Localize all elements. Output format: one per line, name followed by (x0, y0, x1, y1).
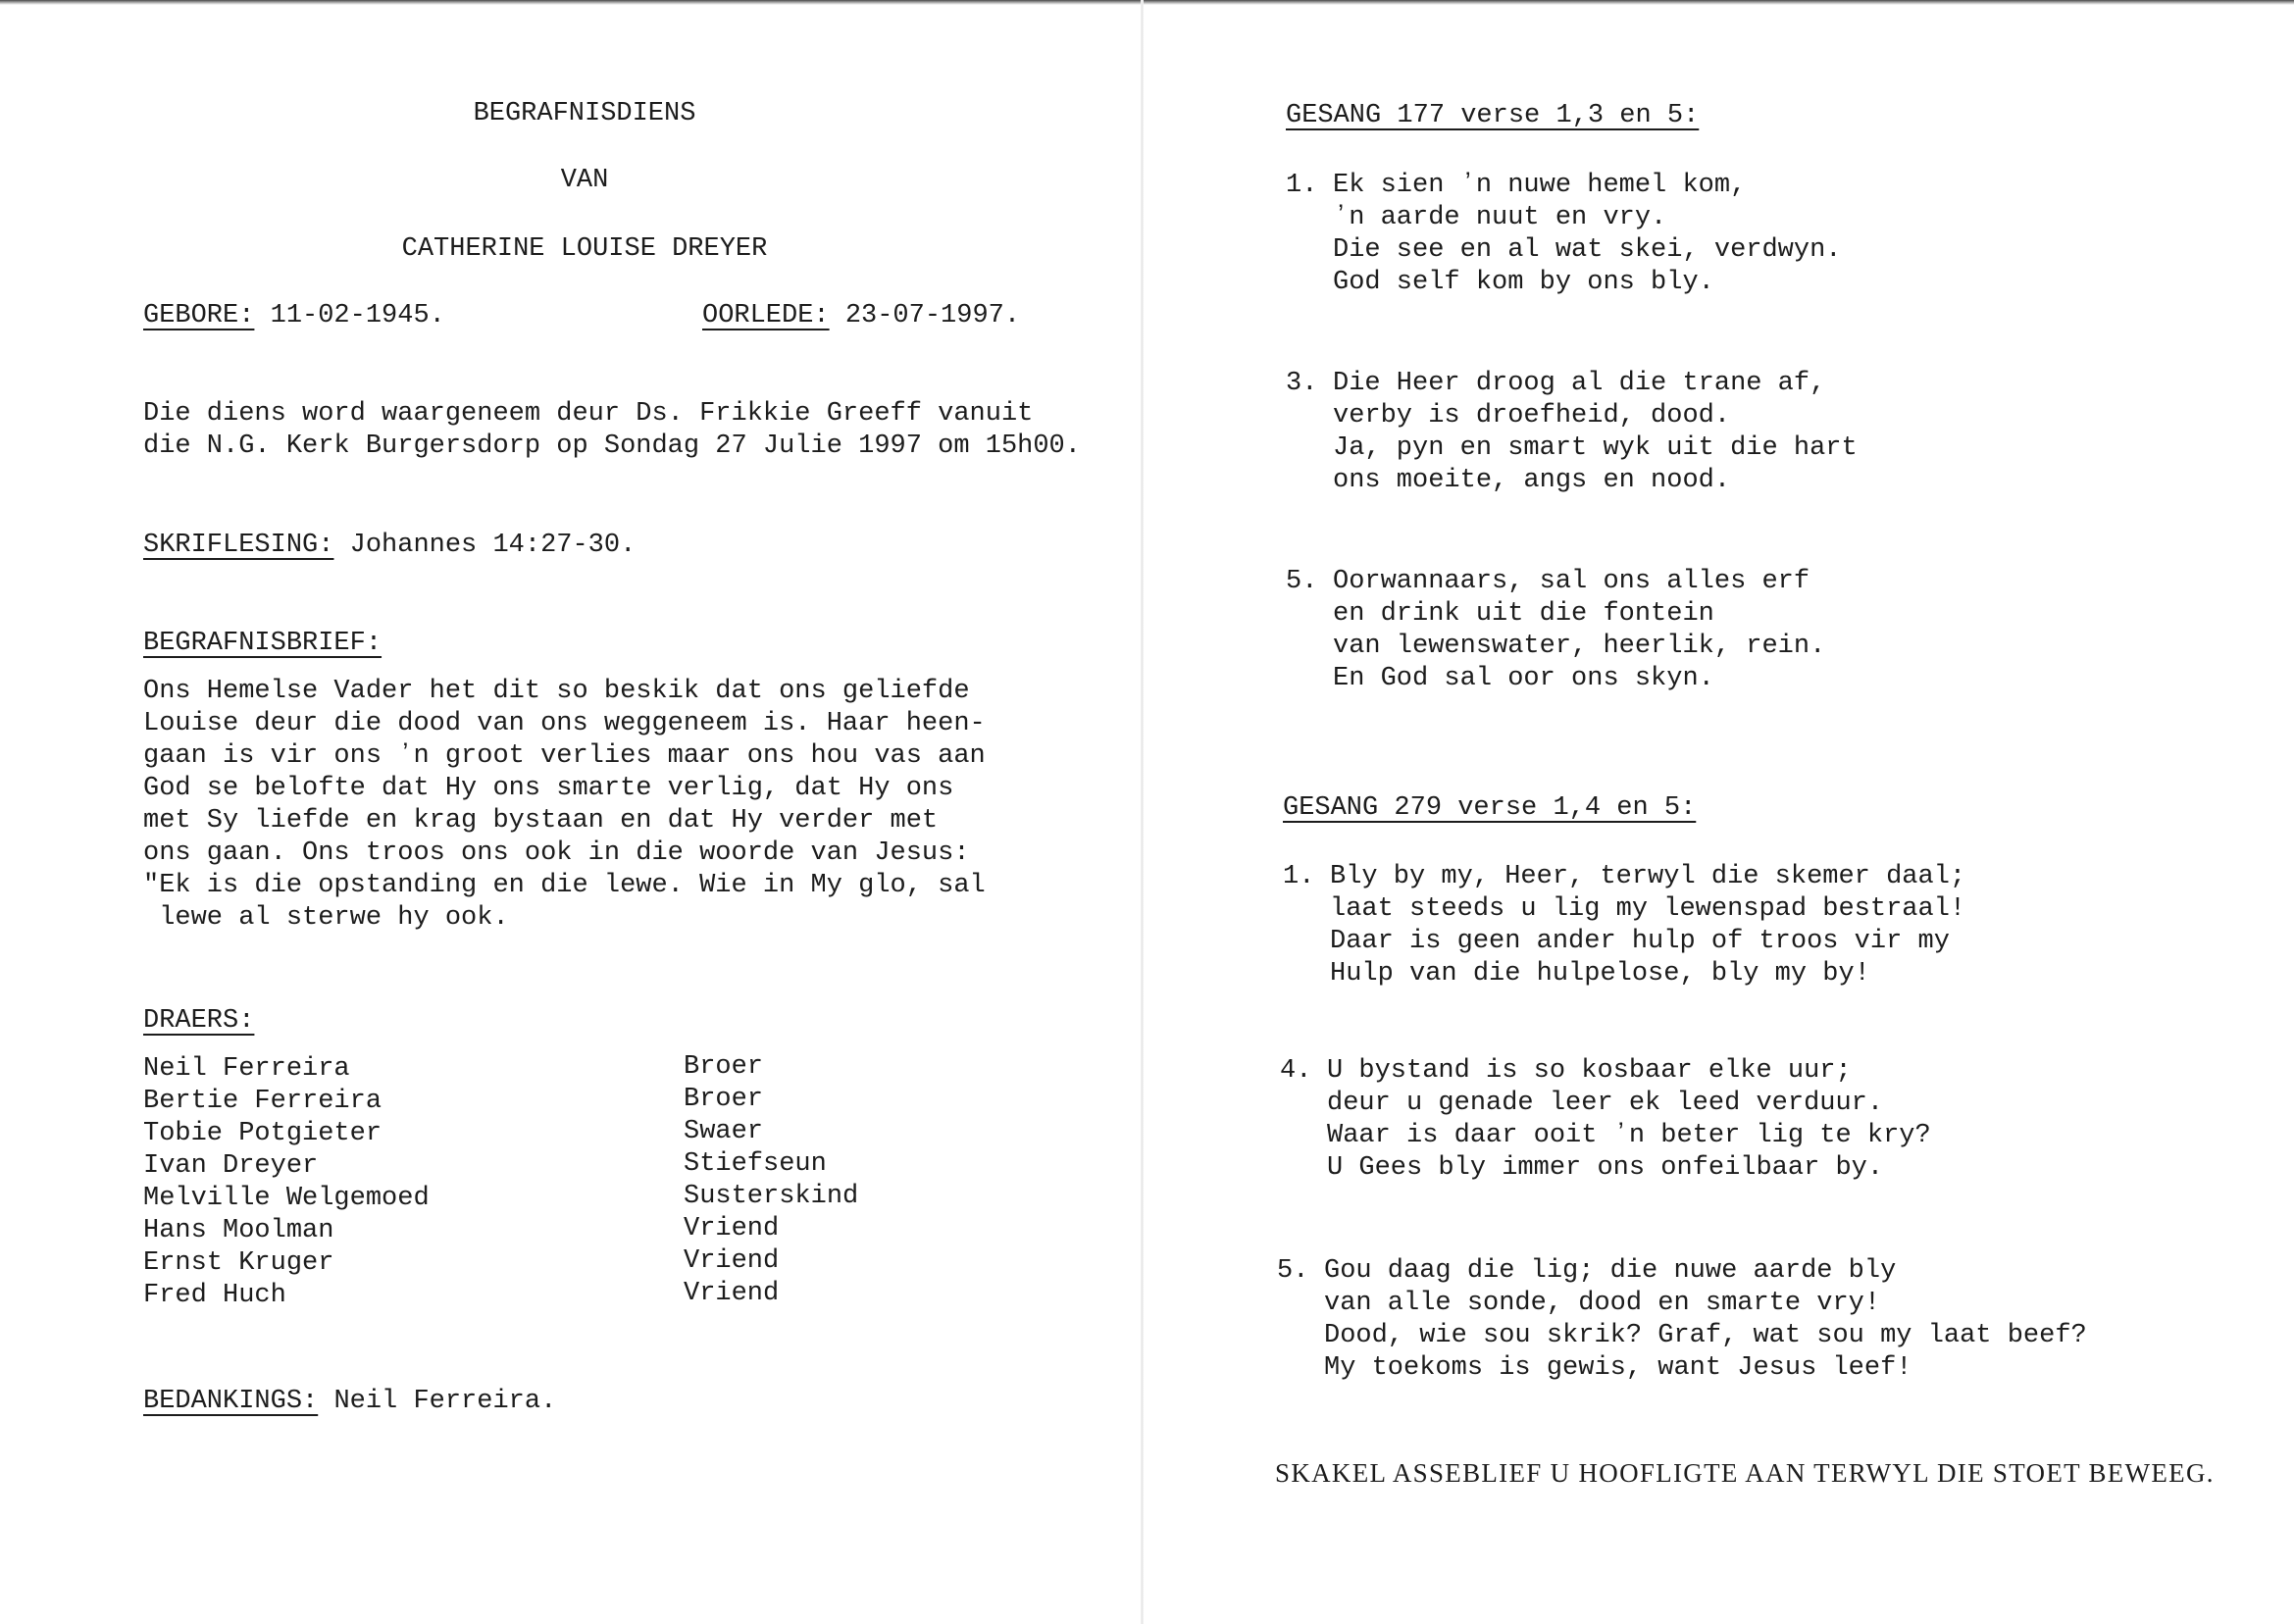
bearer-relation: Vriend (684, 1279, 780, 1308)
verse-line: Hulp van die hulpelose, bly my by! (1330, 959, 1870, 989)
born-label: GEBORE: (143, 301, 255, 330)
died-row (702, 300, 1020, 332)
verse-line: deur u genade leer ek leed verduur. (1327, 1089, 1884, 1118)
verse-line: laat steeds u lig my lewenspad bestraal! (1330, 894, 1966, 924)
hymn1-verse (1286, 566, 1317, 598)
bearers-relations (684, 1051, 858, 1310)
scripture-label: SKRIFLESING: (143, 531, 334, 560)
born-row (143, 300, 445, 332)
bearer-name: Ivan Dreyer (143, 1151, 319, 1181)
verse-line: van alle sonde, dood en smarte vry! (1324, 1289, 1881, 1318)
letter-line: lewe al sterwe hy ook. (143, 903, 509, 933)
letter-line: gaan is vir ons ʼn groot verlies maar ons hou vas aan (143, 741, 986, 771)
died-label: OORLEDE: (702, 301, 830, 330)
hymn2-title: GESANG 279 verse 1,4 en 5: (1283, 793, 1697, 823)
verse-line: Ja, pyn en smart wyk uit die hart (1333, 433, 1858, 463)
verse-line: My toekoms is gewis, want Jesus leef! (1324, 1353, 1912, 1383)
hymn1-verse-lines (1333, 368, 1858, 497)
scripture-value: Johannes 14:27-30. (349, 531, 637, 560)
bearer-relation: Vriend (684, 1214, 780, 1243)
hymn2-verse (1283, 861, 1314, 893)
hymn1-verse (1286, 170, 1317, 202)
bearer-relation: Susterskind (684, 1182, 859, 1211)
page-fold (1141, 0, 1144, 1624)
verse-line: ʼn aarde nuut en vry. (1333, 203, 1667, 232)
bearers-label: DRAERS: (143, 1006, 255, 1036)
verse-line: Die see en al wat skei, verdwyn. (1333, 235, 1842, 265)
bearer-name: Hans Moolman (143, 1216, 334, 1245)
service-line: die N.G. Kerk Burgersdorp op Sondag 27 Julie 1997 om 15h00. (143, 431, 1081, 461)
verse-line: verby is droefheid, dood. (1333, 401, 1731, 431)
bearer-name: Bertie Ferreira (143, 1087, 382, 1116)
letter-label: BEGRAFNISBRIEF: (143, 629, 382, 658)
bearer-name: Ernst Kruger (143, 1248, 334, 1278)
letter-line: ons gaan. Ons troos ons ook in die woorde van Jesus: (143, 838, 970, 868)
verse-line: En God sal oor ons skyn. (1333, 664, 1714, 693)
thanks-value: Neil Ferreira. (333, 1387, 557, 1416)
hymn2-verse (1280, 1055, 1311, 1088)
verse-line: en drink uit die fontein (1333, 599, 1714, 629)
verse-line: Daar is geen ander hulp of troos vir my (1330, 927, 1950, 956)
verse-number: 5. (1286, 567, 1318, 596)
bearer-relation: Swaer (684, 1117, 764, 1146)
service-line: Die diens word waargeneem deur Ds. Frikkie Greeff vanuit (143, 399, 1034, 429)
verse-line: Die Heer droog al die trane af, (1333, 369, 1826, 398)
bearer-name: Fred Huch (143, 1281, 286, 1310)
bearer-name: Tobie Potgieter (143, 1119, 382, 1148)
verse-line: U Gees bly immer ons onfeilbaar by. (1327, 1153, 1884, 1183)
hymn1-verse-lines (1333, 566, 1825, 695)
verse-line: Bly by my, Heer, terwyl die skemer daal; (1330, 862, 1966, 891)
verse-line: Waar is daar ooit ʼn beter lig te kry? (1327, 1121, 1931, 1150)
letter-line: Ons Hemelse Vader het dit so beskik dat ons geliefde (143, 677, 970, 706)
right-page (1275, 0, 2275, 1624)
verse-number: 5. (1277, 1256, 1309, 1286)
bearer-relation: Broer (684, 1085, 764, 1114)
letter-line: "Ek is die opstanding en die lewe. Wie in My glo, sal (143, 871, 986, 900)
left-page (143, 0, 1124, 1624)
bearer-relation: Vriend (684, 1246, 780, 1276)
hymn2-verse-lines (1330, 861, 1965, 990)
hymn1-title: GESANG 177 verse 1,3 en 5: (1286, 101, 1700, 130)
verse-line: U bystand is so kosbaar elke uur; (1327, 1056, 1852, 1086)
hymn1-verse-lines (1333, 170, 1841, 299)
thanks-label: BEDANKINGS: (143, 1387, 319, 1416)
born-value: 11-02-1945. (270, 301, 445, 330)
hymn2-verse (1277, 1255, 1308, 1288)
hymn2-verse-lines (1324, 1255, 2087, 1385)
verse-number: 3. (1286, 369, 1318, 398)
title-line-1: BEGRAFNISDIENS (473, 99, 696, 128)
verse-line: ons moeite, angs en nood. (1333, 466, 1731, 495)
verse-number: 4. (1280, 1056, 1312, 1086)
headlights-notice: SKAKEL ASSEBLIEF U HOOFLIGTE AAN TERWYL DIE STOET BEWEEG. (1275, 1458, 2215, 1488)
verse-line: Ek sien ʼn nuwe hemel kom, (1333, 171, 1747, 200)
deceased-name: CATHERINE LOUISE DREYER (401, 234, 768, 264)
bearers-names (143, 1053, 430, 1312)
letter-body (143, 676, 986, 935)
verse-line: God self kom by ons bly. (1333, 268, 1714, 297)
thanks-row (143, 1386, 556, 1418)
died-value: 23-07-1997. (844, 301, 1021, 330)
letter-line: Louise deur die dood van ons weggeneem is. Haar heen- (143, 709, 986, 738)
verse-number: 1. (1286, 171, 1318, 200)
hymn1-verse (1286, 368, 1317, 400)
service-text (143, 398, 1081, 463)
letter-line: God se belofte dat Hy ons smarte verlig, dat Hy ons (143, 774, 954, 803)
verse-line: Oorwannaars, sal ons alles erf (1333, 567, 1810, 596)
bearer-name: Melville Welgemoed (143, 1184, 430, 1213)
bearer-relation: Stiefseun (684, 1149, 827, 1179)
verse-line: Dood, wie sou skrik? Graf, wat sou my laat beef? (1324, 1321, 2087, 1350)
scripture-row (143, 530, 636, 562)
verse-line: van lewenswater, heerlik, rein. (1333, 632, 1826, 661)
bearer-name: Neil Ferreira (143, 1054, 350, 1084)
verse-number: 1. (1283, 862, 1315, 891)
bearer-relation: Broer (684, 1052, 764, 1082)
hymn2-verse-lines (1327, 1055, 1931, 1185)
verse-line: Gou daag die lig; die nuwe aarde bly (1324, 1256, 1897, 1286)
letter-line: met Sy liefde en krag bystaan en dat Hy verder met (143, 806, 939, 836)
title-line-2: VAN (560, 166, 609, 195)
